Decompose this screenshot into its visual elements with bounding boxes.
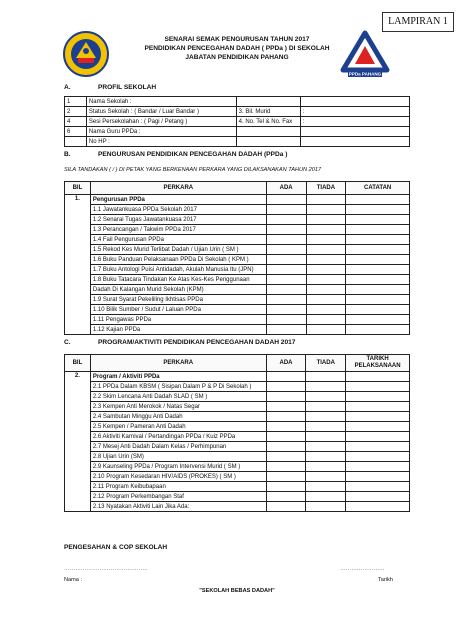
col-tarikh-line2: PELAKSANAAN — [354, 363, 401, 369]
item-label: 1.6 Buku Panduan Pelaksanaan PPDa Di Sekolah ( KPM ) — [90, 255, 266, 265]
profile-value: : — [300, 107, 409, 117]
remarks-cell — [346, 195, 410, 205]
ada-checkbox[interactable] — [266, 225, 306, 235]
ada-checkbox[interactable] — [266, 412, 306, 422]
col-tarikh-line1: TARIKH — [366, 356, 389, 362]
group-title: Pengurusan PPDa — [90, 195, 266, 205]
col-ada: ADA — [266, 355, 306, 372]
ada-checkbox[interactable] — [266, 402, 306, 412]
remarks-cell[interactable] — [346, 225, 410, 235]
checklist-row — [65, 295, 410, 305]
ada-checkbox[interactable] — [266, 452, 306, 462]
tiada-checkbox[interactable] — [306, 295, 346, 305]
signature-dots-right: …………………… — [340, 566, 385, 572]
tiada-checkbox[interactable] — [306, 382, 346, 392]
checklist-row — [65, 315, 410, 325]
item-label: 2.7 Mesej Anti Dadah Dalam Kelas / Perhimpunan — [90, 442, 266, 452]
checklist-row — [65, 452, 410, 462]
col-tiada: TIADA — [306, 355, 346, 372]
ada-checkbox — [266, 372, 306, 382]
ada-checkbox[interactable] — [266, 502, 306, 512]
checklist-row — [65, 325, 410, 335]
checklist-row — [65, 422, 410, 432]
group-row — [65, 195, 410, 205]
remarks-cell[interactable] — [346, 492, 410, 502]
header-title-1: SENARAI SEMAK PENGURUSAN TAHUN 2017 — [164, 36, 310, 43]
checklist-row — [65, 245, 410, 255]
ada-checkbox[interactable] — [266, 472, 306, 482]
item-label: 2.3 Kempen Anti Merokok / Natas Segar — [90, 402, 266, 412]
checklist-row — [65, 215, 410, 225]
item-label: 2.8 Ujian Urin (SM) — [90, 452, 266, 462]
profile-field-2 — [236, 97, 300, 107]
header-title-2: PENDIDIKAN PENCEGAHAN DADAH ( PPDa ) DI SEKOLAH — [144, 45, 330, 52]
remarks-cell[interactable] — [346, 442, 410, 452]
checklist-row — [65, 305, 410, 315]
remarks-cell[interactable] — [346, 305, 410, 315]
profile-no — [65, 137, 87, 147]
remarks-cell[interactable] — [346, 382, 410, 392]
ada-checkbox[interactable] — [266, 462, 306, 472]
ada-checkbox[interactable] — [266, 255, 306, 265]
nama-label: Nama : — [64, 577, 83, 583]
remarks-cell[interactable] — [346, 472, 410, 482]
checklist-row — [65, 382, 410, 392]
ada-checkbox[interactable] — [266, 432, 306, 442]
remarks-cell[interactable] — [346, 285, 410, 295]
section-b-title: PENGURUSAN PENDIDIKAN PENCEGAHAN DADAH (PPDa ) — [98, 151, 288, 158]
item-label: 1.9 Surat Syarat Pekeliling Ikhtisas PPDa — [90, 295, 266, 305]
remarks-cell[interactable] — [346, 502, 410, 512]
profile-field: No HP : — [86, 137, 236, 147]
remarks-cell[interactable] — [346, 265, 410, 275]
tiada-checkbox[interactable] — [306, 325, 346, 335]
checklist-row — [65, 225, 410, 235]
remarks-cell[interactable] — [346, 215, 410, 225]
remarks-cell[interactable] — [346, 255, 410, 265]
remarks-cell — [346, 372, 410, 382]
checklist-row — [65, 285, 410, 295]
ada-checkbox[interactable] — [266, 422, 306, 432]
section-b-letter: B. — [64, 151, 71, 158]
profile-no: 6 — [65, 127, 87, 137]
tarikh-label: Tarikh — [378, 577, 393, 583]
remarks-cell[interactable] — [346, 205, 410, 215]
profile-value: : — [300, 117, 409, 127]
item-label: 2.10 Program Kesedaran HIV/AIDS (PROKES) ( SM ) — [90, 472, 266, 482]
ada-checkbox[interactable] — [266, 205, 306, 215]
ada-checkbox[interactable] — [266, 285, 306, 295]
ada-checkbox[interactable] — [266, 265, 306, 275]
remarks-cell[interactable] — [346, 432, 410, 442]
tiada-checkbox[interactable] — [306, 492, 346, 502]
program-table — [64, 354, 410, 512]
item-label: 1.5 Rekod Kes Murid Terlibat Dadah / Ujian Urin ( SM ) — [90, 245, 266, 255]
profile-field: Nama Guru PPDa : — [86, 127, 236, 137]
section-a-letter: A. — [64, 84, 71, 91]
profile-value — [300, 137, 409, 147]
ada-checkbox[interactable] — [266, 442, 306, 452]
col-perkara: PERKARA — [90, 355, 266, 372]
group-title: Program / Aktiviti PPDa — [90, 372, 266, 382]
profile-value — [300, 127, 409, 137]
col-tarikh-pelaksanaan — [346, 355, 410, 372]
col-ada: ADA — [266, 182, 306, 195]
bil-value: 2. — [65, 372, 91, 512]
profile-table — [64, 96, 410, 147]
checklist-row — [65, 462, 410, 472]
col-bil: BIL — [65, 182, 91, 195]
tiada-checkbox[interactable] — [306, 305, 346, 315]
pengesahan-title: PENGESAHAN & COP SEKOLAH — [64, 544, 168, 551]
remarks-cell[interactable] — [346, 462, 410, 472]
profile-field: Status Sekolah : ( Bandar / Luar Bandar ) — [86, 107, 236, 117]
tiada-checkbox[interactable] — [306, 432, 346, 442]
pengurusan-table — [64, 181, 410, 335]
section-c-title: PROGRAM/AKTIVITI PENDIDIKAN PENCEGAHAN DADAH 2017 — [98, 339, 296, 346]
ada-checkbox[interactable] — [266, 315, 306, 325]
profile-no: 4 — [65, 117, 87, 127]
checklist-row — [65, 265, 410, 275]
profile-row — [65, 127, 410, 137]
remarks-cell[interactable] — [346, 275, 410, 285]
tiada-checkbox[interactable] — [306, 442, 346, 452]
signature-dots-left: ……………………………………… — [64, 566, 148, 572]
tiada-checkbox[interactable] — [306, 462, 346, 472]
tiada-checkbox — [306, 195, 346, 205]
tiada-checkbox[interactable] — [306, 412, 346, 422]
tiada-checkbox[interactable] — [306, 315, 346, 325]
ada-checkbox[interactable] — [266, 235, 306, 245]
remarks-cell[interactable] — [346, 315, 410, 325]
item-label: 1.12 Kajian PPDa — [90, 325, 266, 335]
checklist-row — [65, 412, 410, 422]
ada-checkbox[interactable] — [266, 305, 306, 315]
tiada-checkbox[interactable] — [306, 245, 346, 255]
profile-value — [300, 97, 409, 107]
remarks-cell[interactable] — [346, 235, 410, 245]
item-label: 1.11 Pengawas PPDa — [90, 315, 266, 325]
tiada-checkbox[interactable] — [306, 255, 346, 265]
remarks-cell[interactable] — [346, 482, 410, 492]
item-label: 2.4 Sambutan Minggu Anti Dadah — [90, 412, 266, 422]
item-label: 2.11 Program Keibubapaan — [90, 482, 266, 492]
item-label: 2.5 Kempen / Pameran Anti Dadah — [90, 422, 266, 432]
profile-field-2: 3. Bil. Murid — [236, 107, 300, 117]
ada-checkbox[interactable] — [266, 295, 306, 305]
checklist-row — [65, 255, 410, 265]
tiada-checkbox[interactable] — [306, 472, 346, 482]
group-row — [65, 372, 410, 382]
item-label: 2.12 Program Perkembangan Staf — [90, 492, 266, 502]
remarks-cell[interactable] — [346, 392, 410, 402]
tiada-checkbox[interactable] — [306, 285, 346, 295]
ada-checkbox[interactable] — [266, 492, 306, 502]
profile-row — [65, 137, 410, 147]
profile-field-2: 4. No. Tel & No. Fax — [236, 117, 300, 127]
tiada-checkbox[interactable] — [306, 225, 346, 235]
section-c-letter: C. — [64, 339, 71, 346]
bil-value: 1. — [65, 195, 91, 335]
ppda-triangle-logo — [340, 30, 390, 78]
checklist-row — [65, 442, 410, 452]
remarks-cell[interactable] — [346, 295, 410, 305]
item-label: 1.1 Jawatankuasa PPDa Sekolah 2017 — [90, 205, 266, 215]
tiada-checkbox[interactable] — [306, 205, 346, 215]
remarks-cell[interactable] — [346, 412, 410, 422]
item-label: 2.2 Skim Lencana Anti Dadah SLAD ( SM ) — [90, 392, 266, 402]
remarks-cell[interactable] — [346, 325, 410, 335]
checklist-row — [65, 432, 410, 442]
tiada-checkbox — [306, 372, 346, 382]
tiada-checkbox[interactable] — [306, 265, 346, 275]
remarks-cell[interactable] — [346, 402, 410, 412]
ada-checkbox[interactable] — [266, 392, 306, 402]
item-label: 1.8 Buku Tatacara Tindakan Ke Atas Kes-Kes Penggunaan — [90, 275, 266, 285]
profile-field: Sesi Persekolahan : ( Pagi / Petang ) — [86, 117, 236, 127]
section-b-instruction: SILA TANDAKAN ( / ) DI PETAK YANG BERKENAAN PERKARA YANG DILAKSANAKAN TAHUN 2017 — [64, 167, 322, 173]
checklist-row — [65, 502, 410, 512]
profile-field-2 — [236, 137, 300, 147]
tiada-checkbox[interactable] — [306, 422, 346, 432]
profile-field: Nama Sekolah : — [86, 97, 236, 107]
item-label: 1.3 Perancangan / Takwim PPDa 2017 — [90, 225, 266, 235]
ada-checkbox[interactable] — [266, 245, 306, 255]
checklist-row — [65, 275, 410, 285]
tiada-checkbox[interactable] — [306, 402, 346, 412]
item-label: 1.2 Senarai Tugas Jawatankuasa 2017 — [90, 215, 266, 225]
col-perkara: PERKARA — [90, 182, 266, 195]
item-label: 2.13 Nyatakan Aktiviti Lain Jika Ada: — [90, 502, 266, 512]
ada-checkbox[interactable] — [266, 325, 306, 335]
profile-no: 2 — [65, 107, 87, 117]
tiada-checkbox[interactable] — [306, 215, 346, 225]
ada-checkbox[interactable] — [266, 482, 306, 492]
checklist-row — [65, 392, 410, 402]
tiada-checkbox[interactable] — [306, 392, 346, 402]
ppda-logo-text: PPDa PAHANG — [348, 71, 382, 77]
tiada-checkbox[interactable] — [306, 482, 346, 492]
profile-row — [65, 107, 410, 117]
profile-row — [65, 97, 410, 107]
tiada-checkbox[interactable] — [306, 235, 346, 245]
item-label: 1.10 Bilik Sumber / Sudut / Laluan PPDa — [90, 305, 266, 315]
ada-checkbox[interactable] — [266, 382, 306, 392]
lampiran-label: LAMPIRAN 1 — [382, 12, 454, 32]
checklist-row — [65, 482, 410, 492]
checklist-row — [65, 492, 410, 502]
item-label: Dadah Di Kalangan Murid Sekolah (KPM) — [90, 285, 266, 295]
item-label: 1.7 Buku Antologi Puisi Antidadah, Akulah Manusia Itu (JPN) — [90, 265, 266, 275]
col-bil: BIL — [65, 355, 91, 372]
profile-no: 1 — [65, 97, 87, 107]
profile-field-2 — [236, 127, 300, 137]
tiada-checkbox[interactable] — [306, 502, 346, 512]
checklist-row — [65, 402, 410, 412]
item-label: 2.6 Aktiviti Karnival / Pertandingan PPDa / Kuiz PPDa — [90, 432, 266, 442]
section-a-title: PROFIL SEKOLAH — [98, 84, 157, 91]
remarks-cell[interactable] — [346, 422, 410, 432]
item-label: 2.1 PPDa Dalam KBSM ( Sisipan Dalam P & P Di Sekolah ) — [90, 382, 266, 392]
col-tiada: TIADA — [306, 182, 346, 195]
tiada-checkbox[interactable] — [306, 452, 346, 462]
ada-checkbox[interactable] — [266, 215, 306, 225]
ada-checkbox — [266, 195, 306, 205]
motto: "SEKOLAH BEBAS DADAH" — [199, 588, 275, 594]
tiada-checkbox[interactable] — [306, 275, 346, 285]
item-label: 1.4 Fail Pengurusan PPDa — [90, 235, 266, 245]
remarks-cell[interactable] — [346, 245, 410, 255]
header-title-3: JABATAN PENDIDIKAN PAHANG — [185, 54, 289, 61]
remarks-cell[interactable] — [346, 452, 410, 462]
checklist-row — [65, 205, 410, 215]
checklist-row — [65, 235, 410, 245]
item-label: 2.9 Kaunseling PPDa / Program Intervensi Murid ( SM ) — [90, 462, 266, 472]
checklist-row — [65, 472, 410, 482]
profile-row — [65, 117, 410, 127]
col-catatan: CATATAN — [346, 182, 410, 195]
ada-checkbox[interactable] — [266, 275, 306, 285]
